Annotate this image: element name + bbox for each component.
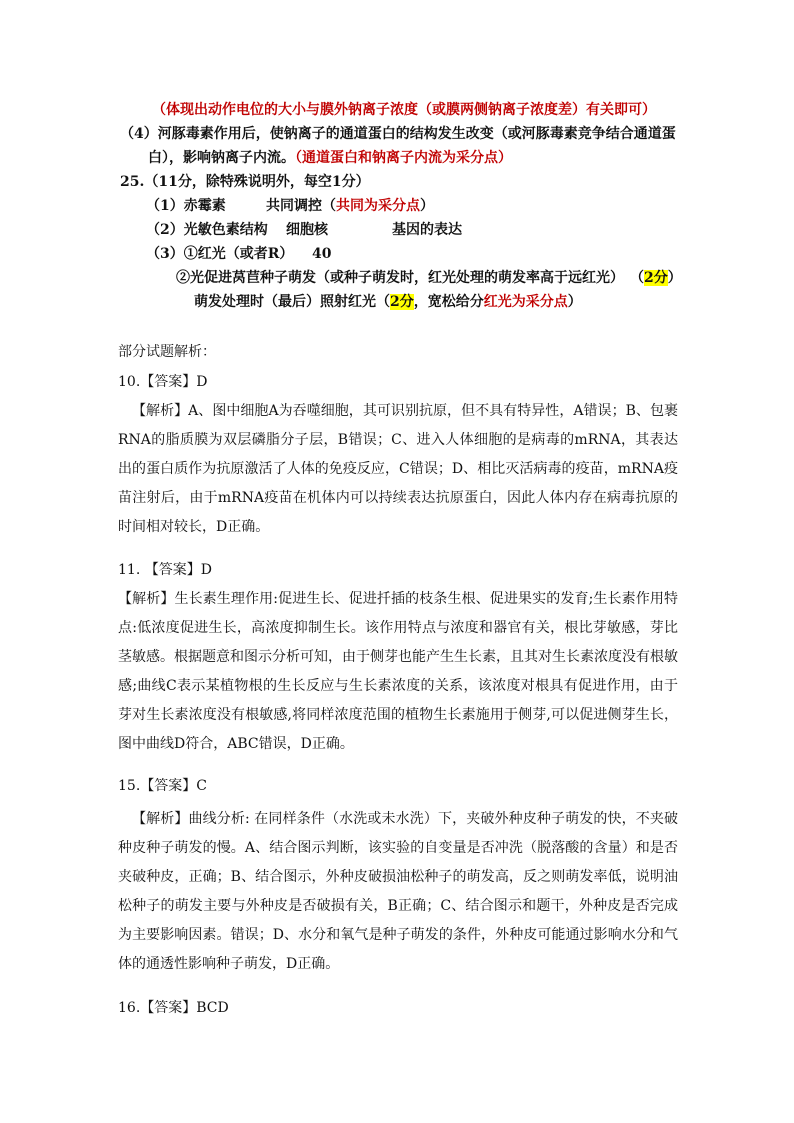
- answer-line-3: [148, 148, 512, 168]
- answer-line-3-scoring: （通道蛋白和钠离子内流为采分点）: [295, 150, 512, 166]
- q10-explanation: 【解析】A、图中细胞A为吞噬细胞，其可识别抗原，但不具有特异性，A错误；B、包裹RNA的脂质膜为双层磷脂分子层，B错误；C、进入人体细胞的是病毒的mRNA，其表达出的蛋白质作为抗原激活了人体的免疫反应，C错误；D、相比灭活病毒的疫苗，mRNA疫苗注射后，由于mRNA疫苗在机体内可以持续表达抗原蛋白，因此人体内存在病毒抗原的时间相对较长，D正确。: [118, 403, 678, 535]
- q25-part1-second: [266, 196, 434, 216]
- q11-explanation: 【解析】生长素生理作用:促进生长、促进扦插的枝条生根、促进果实的发育;生长素作用特点:低浓度促进生长，高浓度抑制生长。该作用特点与浓度和器官有关，根比芽敏感，芽比茎敏感。根据题意和图示分析可知，由于侧芽也能产生生长素，且其对生长素浓度没有根敏感;曲线C表示某植物根的生长反应与生长素浓度的关系，该浓度对根具有促进作用，由于芽对生长素浓度没有根敏感,将同样浓度范围的植物生长素施用于侧芽,可以促进侧芽生长，图中曲线D符合，ABC错误，D正确。: [118, 591, 678, 752]
- q25-part2-c: 基因的表达: [392, 222, 462, 238]
- q11-title: 11. 【答案】D: [118, 562, 212, 578]
- q15-explanation: 【解析】曲线分析: 在同样条件（水洗或未水洗）下，夹破外种皮种子萌发的快，不夹破种皮种子萌发的慢。A、结合图示判断，该实验的自变量是否冲洗（脱落酸的含量）和是否夹破种皮，正确；B、结合图示，外种皮破损油松种子的萌发高，反之则萌发率低，说明油松种子的萌发主要与外种皮是否破损有关，B正确；C、结合图示和题干，外种皮是否完成为主要影响因素。错误；D、水分和氧气是种子萌发的条件，外种皮可能通过影响水分和气体的通透性影响种子萌发，D正确。: [118, 811, 678, 972]
- answer-line-2: （4）河豚毒素作用后，使钠离子的通道蛋白的结构发生改变（或河豚毒素竞争结合通道蛋: [120, 126, 676, 142]
- q25-part1-scoring: 共同为采分点: [336, 198, 420, 214]
- q25-part3-2: [176, 268, 682, 288]
- q25-part3-3-close: ）: [567, 294, 582, 310]
- q25-part3-2-score-open: （: [630, 270, 644, 286]
- q25-part2-a: （2）光敏色素结构: [146, 222, 268, 238]
- q25-part3-2-score-close: ）: [667, 270, 682, 286]
- answer-line-3-text: 白），影响钠离子内流。: [148, 150, 295, 166]
- q25-part1-close: ）: [420, 198, 434, 214]
- q25-part3: [146, 244, 332, 264]
- q15-title: 15.【答案】C: [118, 778, 207, 794]
- q25-part3-2-score: 2分: [644, 270, 668, 286]
- q25-part3-3-scoring: 红光为采分点: [483, 294, 568, 310]
- q25-part3-2-score-wrap: [630, 268, 682, 288]
- q25-part1-second-text: 共同调控（: [266, 198, 336, 214]
- q25-part2-b: 细胞核: [286, 222, 328, 238]
- q25-part1: [146, 196, 434, 216]
- q25-part3-3-text: 萌发处理时（最后）照射红光（: [194, 294, 390, 310]
- q10-title: 10.【答案】D: [118, 374, 208, 390]
- q25-part3-2-text: ②光促进莴苣种子萌发（或种子萌发时，红光处理的萌发率高于远红光）: [176, 270, 624, 286]
- analysis-heading: 部分试题解析：: [118, 344, 216, 360]
- q25-part3-a: （3）①红光（或者R）: [146, 246, 294, 262]
- q16-title: 16.【答案】BCD: [118, 1000, 229, 1016]
- q25-part3-3-note: ，宽松给分: [413, 294, 484, 310]
- q25-part3-3-score: 2分: [390, 294, 414, 310]
- q25-header: 25.（11分，除特殊说明外，每空1分）: [120, 174, 370, 190]
- answer-line-1: （体现出动作电位的大小与膜外钠离子浓度（或膜两侧钠离子浓度差）有关即可）: [152, 102, 656, 118]
- q25-part2: [146, 220, 462, 240]
- q25-part1-answer: （1）赤霉素: [146, 198, 226, 214]
- q25-part3-3: [194, 292, 582, 312]
- q25-part3-b: 40: [312, 246, 332, 262]
